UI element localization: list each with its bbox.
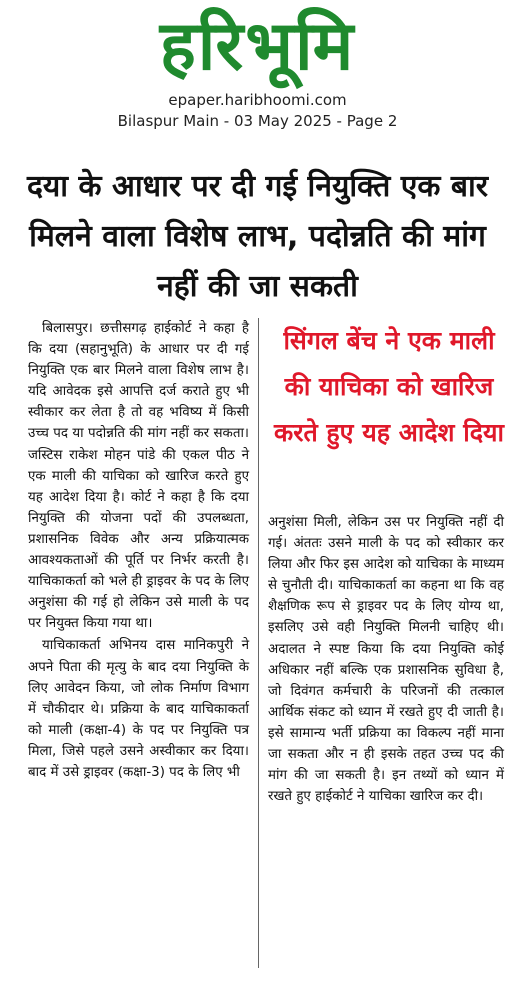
- haribhoomi-logo[interactable]: हरिभूमि: [159, 7, 356, 86]
- edition-line: Bilaspur Main - 03 May 2025 - Page 2: [117, 112, 398, 130]
- article-column-right: [268, 512, 504, 807]
- site-url[interactable]: epaper.haribhoomi.com: [168, 91, 347, 109]
- article-paragraph: अनुशंसा मिली, लेकिन उस पर नियुक्ति नहीं दी गई। अंततः उसने माली के पद को स्वीकार कर लिया और फिर इस आदेश को याचिका के माध्यम से चुनौती दी। याचिकाकर्ता का कहना था कि वह शैक्षणिक रूप से ड्राइवर पद के लिए योग्य था, इसलिए उसे वही नियुक्ति मिलनी चाहिए थी। अदालत ने स्पष्ट किया कि दया नियुक्ति कोई अधिकार नहीं बल्कि एक प्रशासनिक सुविधा है, जो दिवंगत कर्मचारी के परिजनों की तत्काल आर्थिक संकट को ध्यान में रखते हुए दी जाती है। इसे सामान्य भर्ती प्रक्रिया का विकल्प नहीं माना जा सकता और न ही इसके तहत उच्च पद की मांग की जा सकती है। इन तथ्यों को ध्यान में रखते हुए हाईकोर्ट ने याचिका खारिज कर दी।: [268, 515, 504, 805]
- masthead: [0, 0, 515, 140]
- article-subhead: सिंगल बेंच ने एक माली की याचिका को खारिज करते हुए यह आदेश दिया: [274, 326, 504, 447]
- article-paragraph: याचिकाकर्ता अभिनय दास मानिकपुरी ने अपने पिता की मृत्यु के बाद दया नियुक्ति के लिए आवेदन किया, जो लोक निर्माण विभाग में चौकीदार थे। प्रक्रिया के बाद याचिकाकर्ता को माली (कक्षा-4) के पद पर नियुक्ति पत्र मिला, जिसे पहले उसने अस्वीकार कर दिया। बाद में उसे ड्राइवर (कक्षा-3) पद के लिए भी: [28, 638, 249, 780]
- column-divider: [258, 318, 259, 968]
- article-paragraph: बिलासपुर। छत्तीसगढ़ हाईकोर्ट ने कहा है कि दया (सहानुभूति) के आधार पर दी गई नियुक्ति एक बार मिलने वाला विशेष लाभ है। यदि आवेदक इसे आपत्ति दर्ज कराते हुए भी स्वीकार कर लेता है तो वह भविष्य में किसी उच्च पद या पदोन्नति की मांग नहीं कर सकता। जस्टिस राकेश मोहन पांडे की एकल पीठ ने एक माली की याचिका को खारिज करते हुए यह आदेश दिया है। कोर्ट ने कहा है कि दया नियुक्ति की योजना पदों की उपलब्धता, प्रशासनिक विवेक और अन्य प्रक्रियात्मक आवश्यकताओं की पूर्ति पर निर्भर करती है। याचिकाकर्ता को भले ही ड्राइवर के पद के लिए अनुशंसा की गई हो लेकिन उसे माली के पद पर नियुक्त किया गया था।: [28, 321, 249, 632]
- article-column-left: [28, 318, 249, 783]
- article-headline: दया के आधार पर दी गई नियुक्ति एक बार मिलने वाला विशेष लाभ, पदोन्नति की मांग नहीं की जा सकती: [26, 169, 489, 304]
